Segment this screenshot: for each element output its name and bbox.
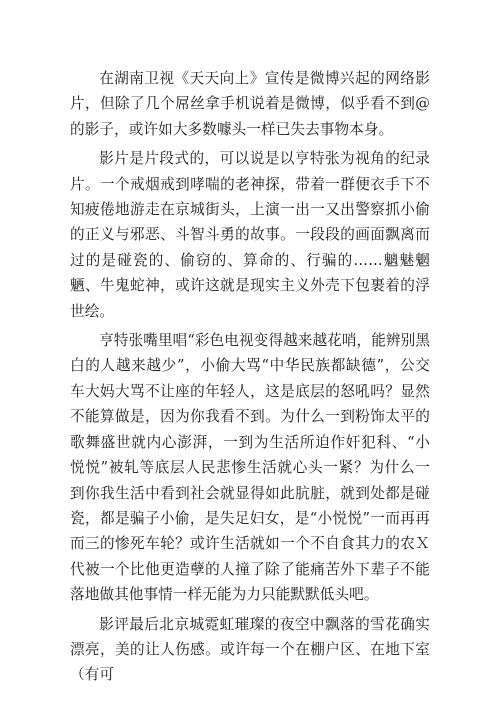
paragraph-1: 在湖南卫视《天天向上》宣传是微博兴起的网络影片，但除了几个屌丝拿手机说着是微博，似乎看不到@的影子，或许如大多数噱头一样已失去事物本身。 [70, 70, 430, 138]
paragraph-4: 影评最后北京城霓虹璀璨的夜空中飘落的雪花确实漂亮，美的让人伤感。或许每一个在棚户区、在地下室（有可 [70, 615, 430, 684]
paragraph-2: 影片是片段式的，可以说是以亨特张为视角的纪录片。一个戒烟戒到哮喘的老神探，带着一群便衣手下不知疲倦地游走在京城街头，上演一出一又出警察抓小偷的正义与邪恶、斗智斗勇的故事。一段段的画面飘离而过的是碰瓷的、偷窃的、算命的、行骗的……魑魅魍魉、牛鬼蛇神，或许这就是现实主义外壳下包裹着的浮世绘。 [70, 150, 430, 320]
document-body [70, 66, 430, 688]
paragraph-3: 亨特张嘴里唱“彩色电视变得越来越花哨，能辨别黑白的人越来越少”，小偷大骂“中华民族都缺德”，公交车大妈大骂不让座的年轻人，这是底层的怒吼吗？显然不能算做是，因为你我看不到。为什么一到粉饰太平的歌舞盛世就内心澎湃，一到为生活所迫作奸犯科、“小悦悦”被轧等底层人民悲惨生活就心头一紧？为什么一到你我生活中看到社会就显得如此肮脏，就到处都是碰瓷，都是骗子小偷，是失足妇女，是“小悦悦”一而再再而三的惨死车轮？或许生活就如一个不自食其力的农Ｘ代被一个比他更造孽的人撞了除了能痛苦外下辈子不能落地做其他事情一样无能为力只能默默低头吧。 [70, 332, 431, 604]
